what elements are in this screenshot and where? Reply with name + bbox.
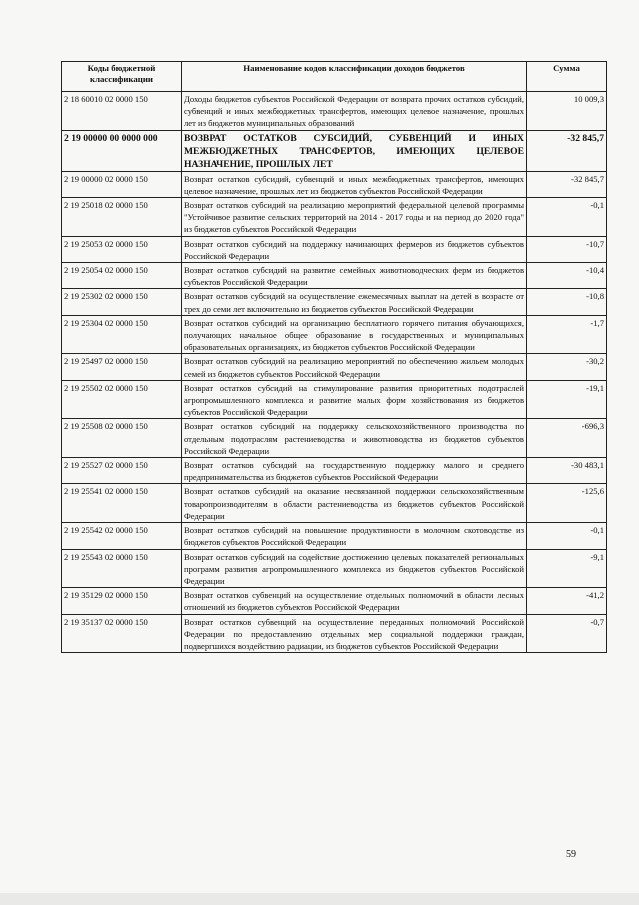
table-row <box>62 354 607 380</box>
row-code: 2 19 35129 02 0000 150 <box>62 588 182 614</box>
row-code: 2 19 00000 02 0000 150 <box>62 171 182 197</box>
table-row <box>62 130 607 171</box>
table-row <box>62 523 607 549</box>
row-amount: 10 009,3 <box>527 92 607 131</box>
table-body <box>62 92 607 653</box>
row-name: Возврат остатков субсидий на реализацию мероприятий федеральной целевой программы "Устойчивое развитие сельских территорий на 2014 - 2017 годы и на период до 2020 года" из бюджетов субъектов Российской Федерации <box>182 198 527 237</box>
table-row <box>62 236 607 262</box>
row-code: 2 19 25543 02 0000 150 <box>62 549 182 588</box>
row-amount: -10,4 <box>527 263 607 289</box>
row-code: 2 19 00000 00 0000 000 <box>62 130 182 171</box>
row-name: Возврат остатков субсидий на организацию бесплатного горячего питания обучающихся, получающих начальное общее образование в государственных и муниципальных образовательных организациях, из бюджетов субъектов Российской Федерации <box>182 315 527 354</box>
row-name: Возврат остатков субсидий на поддержку сельскохозяйственного производства по отдельным подотраслям растениеводства и животноводства из бюджетов субъектов Российской Федерации <box>182 419 527 458</box>
row-amount: -19,1 <box>527 380 607 419</box>
row-name: Возврат остатков субсидий на государственную поддержку малого и среднего предпринимательства из бюджетов субъектов Российской Федерации <box>182 458 527 484</box>
table-row <box>62 263 607 289</box>
row-code: 2 19 25527 02 0000 150 <box>62 458 182 484</box>
row-name: Возврат остатков субсидий на повышение продуктивности в молочном скотоводстве из бюджетов субъектов Российской Федерации <box>182 523 527 549</box>
row-code: 2 19 25542 02 0000 150 <box>62 523 182 549</box>
table-row <box>62 92 607 131</box>
table-row <box>62 588 607 614</box>
row-amount: -696,3 <box>527 419 607 458</box>
row-code: 2 19 25304 02 0000 150 <box>62 315 182 354</box>
row-code: 2 19 25053 02 0000 150 <box>62 236 182 262</box>
row-code: 2 19 35137 02 0000 150 <box>62 614 182 653</box>
budget-revenue-table <box>61 61 607 653</box>
row-amount: -0,1 <box>527 523 607 549</box>
table-row <box>62 315 607 354</box>
table-row <box>62 419 607 458</box>
table-row <box>62 380 607 419</box>
row-amount: -1,7 <box>527 315 607 354</box>
scan-bottom-edge <box>0 893 639 905</box>
table-row <box>62 484 607 523</box>
row-name: Возврат остатков субсидий на осуществление ежемесячных выплат на детей в возрасте от трех до семи лет включительно из бюджетов субъектов Российской Федерации <box>182 289 527 315</box>
row-amount: -125,6 <box>527 484 607 523</box>
header-amount: Сумма <box>527 62 607 92</box>
table-row <box>62 458 607 484</box>
row-amount: -10,8 <box>527 289 607 315</box>
row-code: 2 19 25541 02 0000 150 <box>62 484 182 523</box>
row-name: ВОЗВРАТ ОСТАТКОВ СУБСИДИЙ, СУБВЕНЦИЙ И ИНЫХ МЕЖБЮДЖЕТНЫХ ТРАНСФЕРТОВ, ИМЕЮЩИХ ЦЕЛЕВОЕ НАЗНАЧЕНИЕ, ПРОШЛЫХ ЛЕТ <box>182 130 527 171</box>
row-amount: -30 483,1 <box>527 458 607 484</box>
row-name: Возврат остатков субвенций на осуществление отдельных полномочий в области лесных отношений из бюджетов субъектов Российской Федерации <box>182 588 527 614</box>
row-code: 2 19 25018 02 0000 150 <box>62 198 182 237</box>
row-name: Возврат остатков субсидий на развитие семейных животноводческих ферм из бюджетов субъектов Российской Федерации <box>182 263 527 289</box>
row-name: Возврат остатков субсидий на оказание несвязанной поддержки сельскохозяйственным товаропроизводителям в области растениеводства из бюджетов субъектов Российской Федерации <box>182 484 527 523</box>
row-amount: -9,1 <box>527 549 607 588</box>
row-name: Доходы бюджетов субъектов Российской Федерации от возврата прочих остатков субсидий, субвенций и иных межбюджетных трансфертов, имеющих целевое назначение, прошлых лет из бюджетов муниципальных образований <box>182 92 527 131</box>
row-amount: -32 845,7 <box>527 171 607 197</box>
row-code: 2 19 25302 02 0000 150 <box>62 289 182 315</box>
row-code: 2 19 25054 02 0000 150 <box>62 263 182 289</box>
header-name: Наименование кодов классификации доходов бюджетов <box>182 62 527 92</box>
row-name: Возврат остатков субсидий на реализацию мероприятий по обеспечению жильем молодых семей из бюджетов субъектов Российской Федерации <box>182 354 527 380</box>
row-amount: -30,2 <box>527 354 607 380</box>
row-code: 2 18 60010 02 0000 150 <box>62 92 182 131</box>
row-amount: -10,7 <box>527 236 607 262</box>
table-row <box>62 198 607 237</box>
table-row <box>62 171 607 197</box>
table-row <box>62 549 607 588</box>
row-name: Возврат остатков субсидий на содействие достижению целевых показателей региональных программ развития агропромышленного комплекса из бюджетов субъектов Российской Федерации <box>182 549 527 588</box>
page-number: 59 <box>566 849 576 860</box>
row-amount: -0,7 <box>527 614 607 653</box>
row-name: Возврат остатков субсидий, субвенций и иных межбюджетных трансфертов, имеющих целевое назначение, прошлых лет из бюджетов субъектов Российской Федерации <box>182 171 527 197</box>
row-code: 2 19 25508 02 0000 150 <box>62 419 182 458</box>
row-name: Возврат остатков субвенций на осуществление переданных полномочий Российской Федерации по предоставлению отдельных мер социальной поддержки граждан, подвергшихся воздействию радиации, из бюджетов субъектов Российской Федерации <box>182 614 527 653</box>
row-amount: -0,1 <box>527 198 607 237</box>
table-header-row <box>62 62 607 92</box>
table-row <box>62 614 607 653</box>
row-amount: -32 845,7 <box>527 130 607 171</box>
row-amount: -41,2 <box>527 588 607 614</box>
header-code: Коды бюджетной классификации <box>62 62 182 92</box>
row-name: Возврат остатков субсидий на поддержку начинающих фермеров из бюджетов субъектов Российской Федерации <box>182 236 527 262</box>
row-name: Возврат остатков субсидий на стимулирование развития приоритетных подотраслей агропромышленного комплекса и развитие малых форм хозяйствования из бюджетов субъектов Российской Федерации <box>182 380 527 419</box>
table-row <box>62 289 607 315</box>
row-code: 2 19 25502 02 0000 150 <box>62 380 182 419</box>
row-code: 2 19 25497 02 0000 150 <box>62 354 182 380</box>
